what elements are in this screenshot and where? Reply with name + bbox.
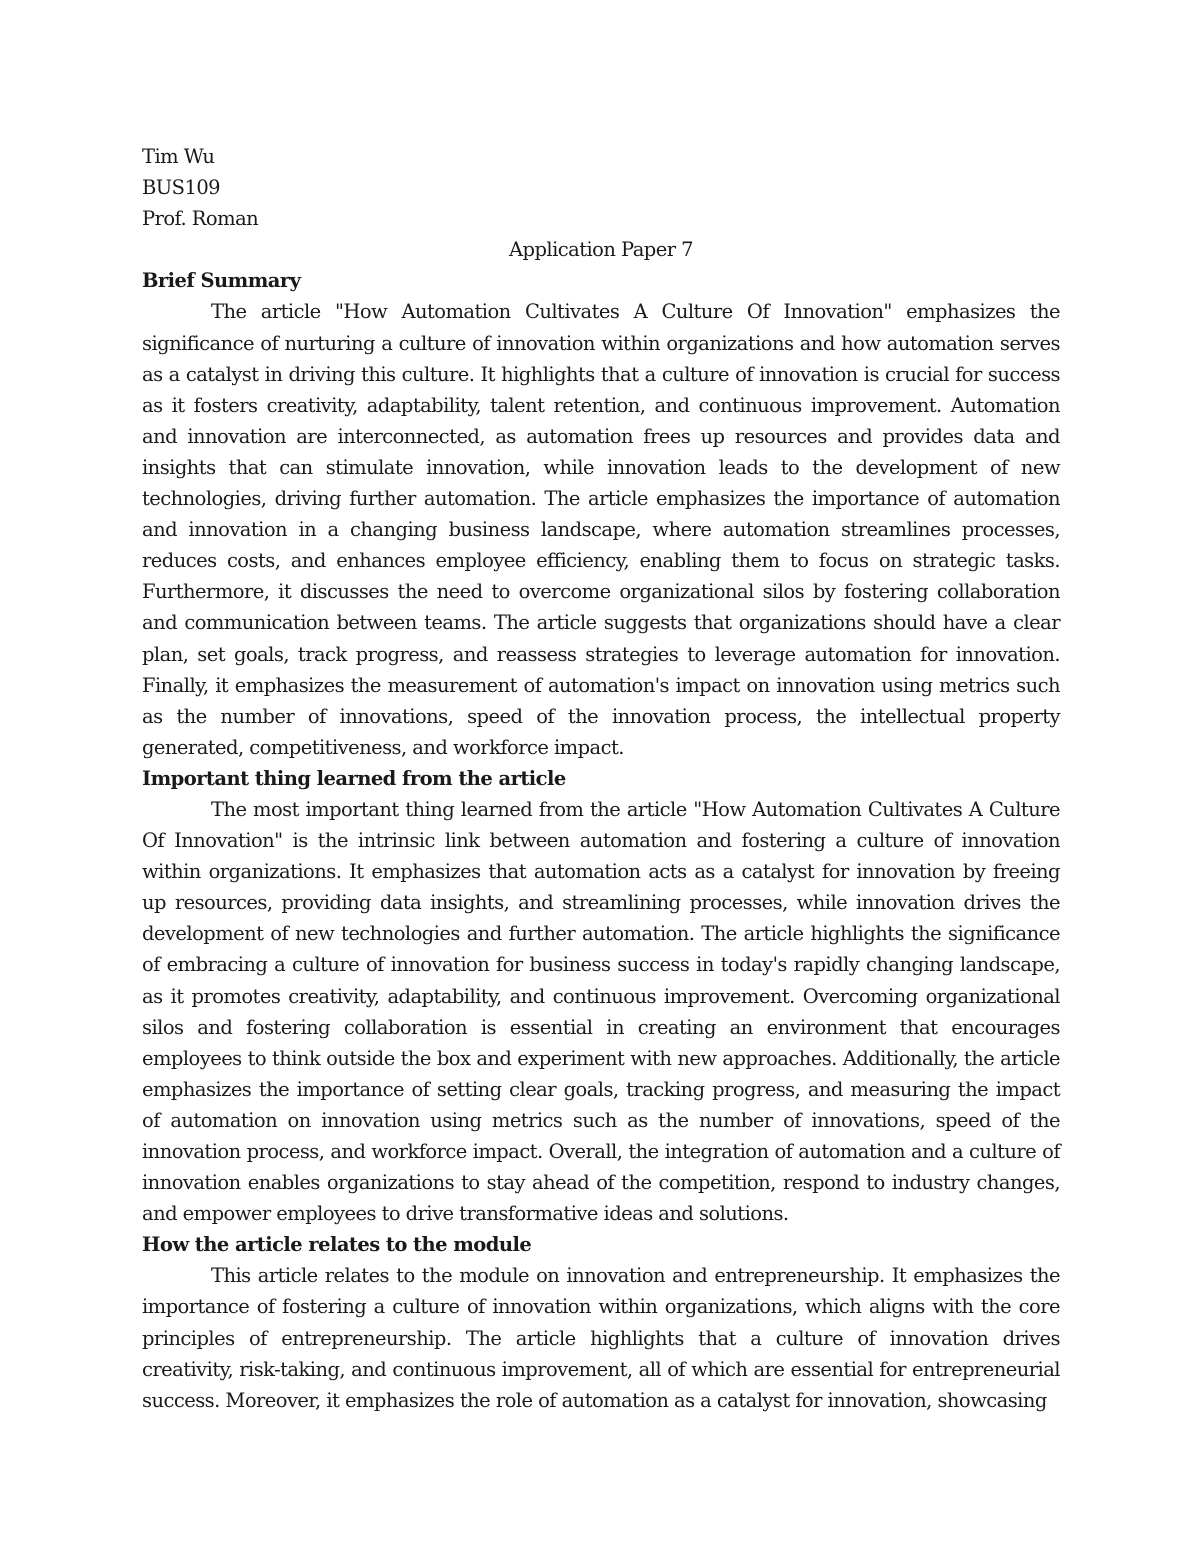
section-body-learned: The most important thing learned from the article "How Automation Cultivates A Culture Of Innovation" is the intrinsic link between automation and fostering a culture of innovation within organizations. It emphasizes that automation acts as a catalyst for innovation by freeing up resources, providing data insights, and streamlining processes, while innovation drives the development of new technologies and further automation. The article highlights the significance of embracing a culture of innovation for business success in today's rapidly changing landscape, as it promotes creativity, adaptability, and continuous improvement. Overcoming organizational silos and fostering collaboration is essential in creating an environment that encourages employees to think outside the box and experiment with new approaches. Additionally, the article emphasizes the importance of setting clear goals, tracking progress, and measuring the impact of automation on innovation using metrics such as the number of innovations, speed of the innovation process, and workforce impact. Overall, the integration of automation and a culture of innovation enables organizations to stay ahead of the competition, respond to industry changes, and empower employees to drive transformative ideas and solutions. — [142, 797, 1060, 1226]
author-name: Tim Wu — [142, 145, 215, 168]
section-heading-learned: Important thing learned from the article — [142, 766, 566, 790]
section-body-summary: The article "How Automation Cultivates A Culture Of Innovation" emphasizes the significance of nurturing a culture of innovation within organizations and how automation serves as a catalyst in driving this culture. It highlights that a culture of innovation is crucial for success as it fosters creativity, adaptability, talent retention, and continuous improvement. Automation and innovation are interconnected, as automation frees up resources and provides data and insights that can stimulate innovation, while innovation leads to the development of new technologies, driving further automation. The article emphasizes the importance of automation and innovation in a changing business landscape, where automation streamlines processes, reduces costs, and enhances employee efficiency, enabling them to focus on strategic tasks. Furthermore, it discusses the need to overcome organizational silos by fostering collaboration and communication between teams. The article suggests that organizations should have a clear plan, set goals, track progress, and reassess strategies to leverage automation for innovation. Finally, it emphasizes the measurement of automation's impact on innovation using metrics such as the number of innovations, speed of the innovation process, the intellectual property generated, competitiveness, and workforce impact. — [142, 300, 1060, 759]
section-heading-summary: Brief Summary — [142, 269, 301, 293]
section-body-module: This article relates to the module on innovation and entrepreneurship. It emphasizes the importance of fostering a culture of innovation within organizations, which aligns with the core principles of entrepreneurship. The article highlights that a culture of innovation drives creativity, risk-taking, and continuous improvement, all of which are essential for entrepreneurial success. Moreover, it emphasizes the role of automation as a catalyst for innovation, showcasing — [142, 1264, 1060, 1412]
paper-title: Application Paper 7 — [508, 238, 693, 262]
document-body — [142, 141, 1060, 1416]
section-heading-module: How the article relates to the module — [142, 1233, 532, 1257]
professor-name: Prof. Roman — [142, 207, 259, 231]
course-code: BUS109 — [142, 176, 221, 200]
